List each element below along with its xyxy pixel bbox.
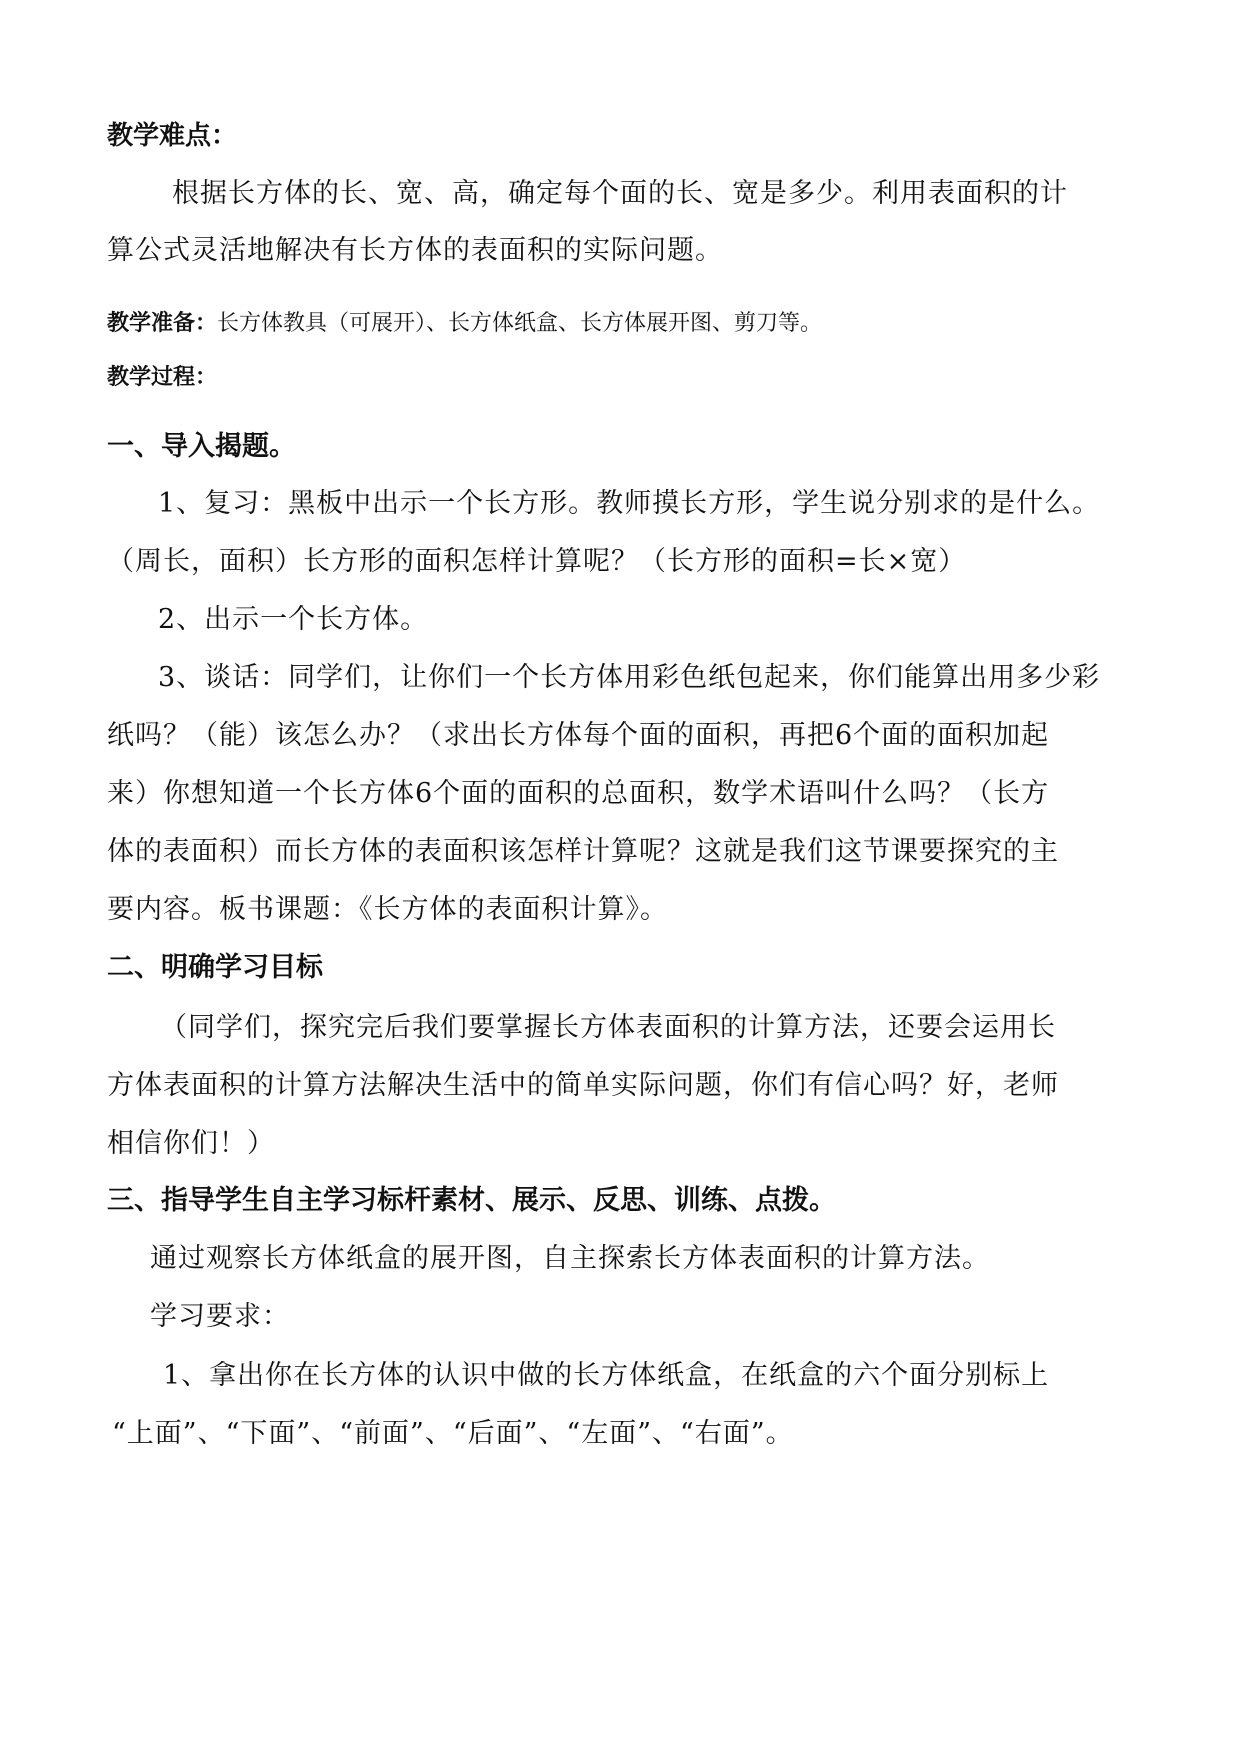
section1-line-4: 3、谈话：同学们，让你们一个长方体用彩色纸包起来，你们能算出用多少彩 [158, 662, 1101, 693]
preparation-row [107, 313, 822, 335]
preparation-heading: 教学准备： [107, 311, 218, 336]
section1-line-3: 2、出示一个长方体。 [158, 604, 429, 635]
section1-line-5: 纸吗？（能）该怎么办？（求出长方体每个面的面积，再把6个面的面积加起 [107, 720, 1050, 751]
section3-line-3: 1、拿出你在长方体的认识中做的长方体纸盒，在纸盒的六个面分别标上 [163, 1360, 1050, 1391]
preparation-text: 长方体教具（可展开）、长方体纸盒、长方体展开图、剪刀等。 [217, 311, 823, 336]
difficulty-line-1: 根据长方体的长、宽、高，确定每个面的长、宽是多少。利用表面积的计 [172, 178, 1068, 209]
section3-line-4: “上面”、“下面”、“前面”、“后面”、“左面”、“右面”。 [112, 1418, 794, 1449]
section1-line-1: 1、复习：黑板中出示一个长方形。教师摸长方形，学生说分别求的是什么。 [158, 488, 1101, 519]
section1-line-2: （周长，面积）长方形的面积怎样计算呢？（长方形的面积=长×宽） [107, 546, 967, 577]
section3-line-1: 通过观察长方体纸盒的展开图，自主探索长方体表面积的计算方法。 [150, 1243, 990, 1274]
section1-heading: 一、导入揭题。 [107, 431, 296, 462]
section1-line-7: 体的表面积）而长方体的表面积该怎样计算呢？这就是我们这节课要探究的主 [107, 836, 1059, 867]
section1-line-8: 要内容。板书课题：《长方体的表面积计算》。 [107, 894, 668, 925]
difficulty-line-2: 算公式灵活地解决有长方体的表面积的实际问题。 [107, 235, 723, 266]
difficulty-heading: 教学难点： [107, 121, 238, 151]
section2-line-3: 相信你们！） [107, 1128, 275, 1159]
section3-line-2: 学习要求： [150, 1301, 290, 1332]
section2-heading: 二、明确学习目标 [107, 952, 323, 983]
process-heading: 教学过程： [107, 365, 218, 390]
section1-line-6: 来）你想知道一个长方体6个面的面积的总面积，数学术语叫什么吗？（长方 [107, 778, 1050, 809]
section2-line-2: 方体表面积的计算方法解决生活中的简单实际问题，你们有信心吗？好，老师 [107, 1070, 1059, 1101]
section2-line-1: （同学们，探究完后我们要掌握长方体表面积的计算方法，还要会运用长 [160, 1012, 1056, 1043]
section3-heading: 三、指导学生自主学习标杆素材、展示、反思、训练、点拨。 [107, 1185, 836, 1216]
